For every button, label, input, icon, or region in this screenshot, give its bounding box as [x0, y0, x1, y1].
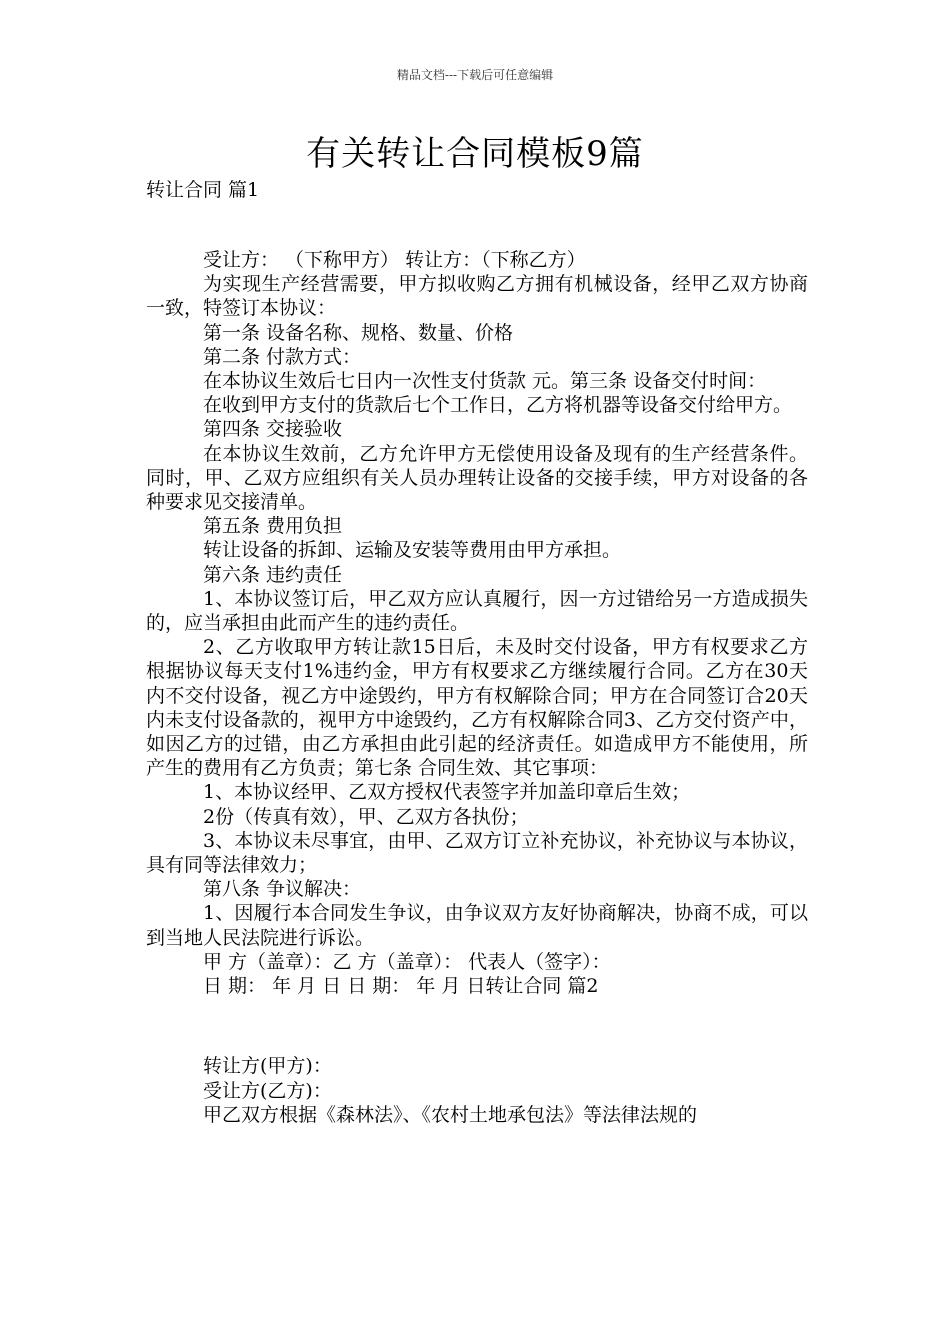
paragraph: 1、本协议经甲、乙双方授权代表签字并加盖印章后生效；: [203, 781, 691, 804]
paragraph: 2、乙方收取甲方转让款15日后，未及时交付设备，甲方有权要求乙方根据协议每天支付1%违约金，甲方有权要求乙方继续履行合同。乙方在30天内不交付设备，视乙方中途毁约，甲方有权解除合同；甲方在合同签订合20天内未支付设备款的，视甲方中途毁约，乙方有权解除合同3、乙方交付资产中，如因乙方的过错，由乙方承担由此引起的经济责任。如造成甲方不能使用，所产生的费用有乙方负责；第七条 合同生效、其它事项：: [146, 636, 808, 780]
paragraph: 第八条 争议解决：: [203, 878, 362, 901]
paragraph: 为实现生产经营需要，甲方拟收购乙方拥有机械设备，经甲乙双方协商一致，特签订本协议：: [146, 273, 808, 320]
paragraph: 转让设备的拆卸、运输及安装等费用由甲方承担。: [203, 539, 622, 562]
paragraph: 第一条 设备名称、规格、数量、价格: [203, 321, 514, 344]
date-line: 日 期： 年 月 日 日 期： 年 月 日转让合同 篇2: [203, 975, 599, 998]
paragraph: 受让方： （下称甲方） 转让方：（下称乙方）: [203, 249, 586, 271]
signature-line: 甲 方（盖章）：乙 方（盖章）： 代表人（签字）：: [203, 950, 611, 973]
paragraph: 受让方(乙方)：: [203, 1079, 332, 1102]
blank-space: [146, 998, 808, 1054]
paragraph: 转让方(甲方)：: [203, 1055, 332, 1078]
paragraph: 第四条 交接验收: [203, 418, 343, 441]
paragraph: 在本协议生效前，乙方允许甲方无偿使用设备及现有的生产经营条件。同时，甲、乙双方应组织有关人员办理转让设备的交接手续，甲方对设备的各种要求见交接清单。: [146, 442, 808, 514]
paragraph: 在收到甲方支付的货款后七个工作日，乙方将机器等设备交付给甲方。: [203, 394, 793, 417]
paragraph: 第六条 违约责任: [203, 563, 343, 586]
section-heading: 转让合同 篇1: [146, 179, 260, 201]
paragraph: 甲乙双方根据《森林法》、《农村土地承包法》等法律法规的: [203, 1103, 698, 1126]
paragraph: 3、本协议未尽事宜，由甲、乙双方订立补充协议，补充协议与本协议，具有同等法律效力；: [146, 829, 808, 877]
page-header: 精品文档---下载后可任意编辑: [396, 68, 554, 82]
paragraph: 1、因履行本合同发生争议，由争议双方友好协商解决，协商不成，可以到当地人民法院进行诉讼。: [146, 902, 808, 949]
document-title: 有关转让合同模板9篇: [306, 134, 644, 174]
paragraph: 第五条 费用负担: [203, 515, 343, 538]
paragraph: 2份（传真有效），甲、乙双方各执份；: [203, 805, 529, 828]
paragraph: 在本协议生效后七日内一次性支付货款 元。第三条 设备交付时间：: [203, 370, 767, 393]
paragraph: 1、本协议签订后，甲乙双方应认真履行，因一方过错给另一方造成损失的，应当承担由此而产生的违约责任。: [146, 587, 808, 635]
document-body: [146, 248, 808, 1127]
paragraph: 第二条 付款方式：: [203, 345, 362, 368]
